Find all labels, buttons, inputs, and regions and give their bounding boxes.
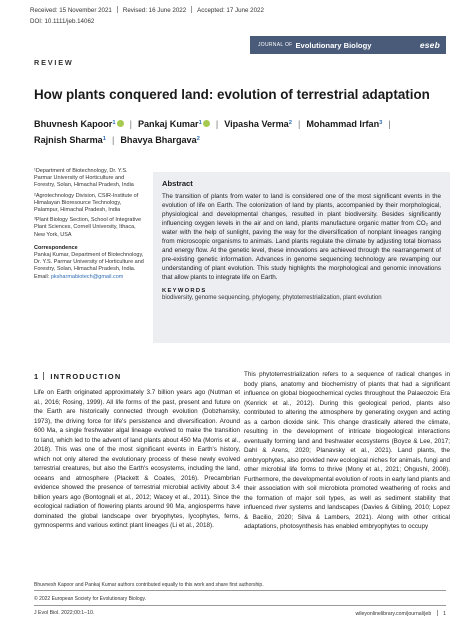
author-name[interactable]: Mohammad Irfan xyxy=(306,119,380,129)
eseb-logo: eseb xyxy=(419,40,440,50)
footer-rule xyxy=(34,605,446,606)
affiliation-sup: 3 xyxy=(379,120,383,126)
affiliation-sup: 1 xyxy=(198,120,202,126)
orcid-icon[interactable] xyxy=(117,120,124,127)
keywords-list: biodiversity, genome sequencing, phylogeny, phytoterrestrialization, plant evolution xyxy=(162,294,382,301)
affiliation-sup: 1 xyxy=(102,136,106,142)
orcid-icon[interactable] xyxy=(203,120,210,127)
affiliation-sup: 1 xyxy=(112,120,116,126)
article-type: REVIEW xyxy=(34,58,74,67)
section-heading-introduction xyxy=(34,372,121,381)
page-number: 1 xyxy=(443,611,446,617)
author-divider: | xyxy=(388,119,391,129)
email-label: Email: xyxy=(34,273,50,280)
revised-date: Revised: 16 June 2022 xyxy=(122,7,187,14)
author-divider: | xyxy=(297,119,301,129)
affiliation-sup: 2 xyxy=(288,120,292,126)
author-name[interactable]: Rajnish Sharma xyxy=(34,135,103,145)
correspondence-heading: Correspondence xyxy=(34,244,78,251)
section-divider xyxy=(39,372,44,380)
footnote-rule xyxy=(34,590,446,591)
affiliation-sup: 2 xyxy=(196,136,200,142)
author-divider: | xyxy=(129,119,132,129)
author-name[interactable]: Vipasha Verma xyxy=(224,119,289,129)
abstract-heading: Abstract xyxy=(162,179,193,188)
author-divider: | xyxy=(215,119,219,129)
journal-prefix: JOURNAL OF xyxy=(258,42,293,48)
author-line-2 xyxy=(34,135,454,145)
footer-divider xyxy=(437,610,438,616)
footnote-equal-contribution: Bhuvnesh Kapoor and Pankaj Kumar authors contributed equally to this work and share first authorship. xyxy=(34,582,264,588)
intro-right-column: This phytoterrestrialization refers to a sequence of radical changes in body plans, anatomy and biochemistry of plants that had a significant influence on global biogeochemical cycles throughout the Palaeozoic Era (Kenrick et al., 2012). During this geological period, plants also contributed to altering the atmosphere by generating oxygen and acting as a carbon dioxide sink. This change drastically altered the climate, resulting in the development of intricate biogeological interactions eventually forming land and freshwater ecosystems (Boyce & Lee, 2017; Dahl & Arens, 2020; Planavsky et al., 2021). Land plants, the embryophytes, also provided new ecological niches for animals, fungi and other microbial life forms to thrive (Mony et al., 2021; Ohgushi, 2008). Furthermore, the developmental evolution of roots in early land plants and their association with soil microbiota promoted weathering of rocks and the formation of major soil types, as well as sediment stability that influenced river systems and landscapes (Davies & Gibling, 2010; Lopez & Bacilio, 2020; Silva & Lambers, 2021). Along with other critical adaptations, photosynthesis has enabled embryophytes to occupy xyxy=(244,371,450,530)
affiliations xyxy=(34,168,144,284)
section-title: INTRODUCTION xyxy=(50,372,122,381)
correspondence-body: Pankaj Kumar, Department of Biotechnology, Dr. Y.S. Parmar University of Horticulture and Forestry, Solan, Himachal Pradesh, India. xyxy=(34,252,144,273)
footer-citation: J Evol Biol. 2022;00:1–10. xyxy=(34,610,95,616)
intro-left-column: Life on Earth originated approximately 3.7 billion years ago (Nutman et al., 2016; Rosing, 1999). All life forms of the past, present and future on the Earth are historically connected through evolution (Dobzhansky, 1973), the driving force for life's persistence and diversification. Around 600 Ma, a single freshwater algal lineage evolved to make the transition to land, which led to the advent of land plants about 450 Ma (Morris et al., 2018). This was one of the most significant events in Earth's history, which not only altered the evolutionary process of these newly evolved terrestrial creatures, but also the Earth's ecosystems, including the land, oceans and atmosphere (Plackett & Coates, 2016). Precambrian evidence showed the presence of terrestrial microbial activity about 3.4 billion years ago (Bontognali et al., 2012; Wacey et al., 2011). Since the ecological radiation of flowering plants around 90 Ma, angiosperms have dominated the global landscape over bryophytes, lycophytes, ferns, gymnosperms and various extinct plant lineages (Li et al., 2018). xyxy=(34,389,240,529)
abstract-text: The transition of plants from water to land is considered one of the most significant events in the evolution of life on Earth. The colonization of land by plants, accompanied by their morphological, physiological and developmental changes, resulted in plant biodiversity. Besides significantly influencing oxygen levels in the air and on land, plants manufacture organic matter from CO₂ and water with the help of sunlight, paving the way for the diversification of nonplant lineages ranging from microscopic organisms to animals. Land plants regulate the climate by adjusting total biomass and energy flow. At the genetic level, these innovations are achieved through the rearrangement of pre-existing genetic information. Advances in genome sequencing technology are revamping our understanding of plant evolution. This study highlights the morphological and genomic innovations that allow plants to integrate life on Earth. xyxy=(162,193,441,281)
journal-url[interactable]: wileyonlinelibrary.com/journal/jeb xyxy=(355,611,432,617)
date-divider xyxy=(117,6,118,13)
submission-dates xyxy=(30,6,264,14)
keywords-heading: KEYWORDS xyxy=(162,287,207,294)
journal-name: Evolutionary Biology xyxy=(295,40,372,50)
affiliation-item: ³Plant Biology Section, School of Integrative Plant Sciences, Cornell University, Ithaca, New York, USA xyxy=(34,217,142,238)
affiliation-item: ²Agrotechnology Division, CSIR-Institute of Himalayan Bioresource Technology, Palampur, Himachal Pradesh, India xyxy=(34,192,139,214)
author-name[interactable]: Bhavya Bhargava xyxy=(120,135,197,145)
doi[interactable]: DOI: 10.1111/jeb.14062 xyxy=(30,18,95,25)
date-divider xyxy=(191,6,192,13)
email-link[interactable]: pksharmabiotech@gmail.com xyxy=(50,273,124,280)
author-line-1 xyxy=(34,119,454,129)
journal-banner xyxy=(250,36,446,54)
author-name[interactable]: Bhuvnesh Kapoor xyxy=(34,119,113,129)
author-name[interactable]: Pankaj Kumar xyxy=(137,119,199,129)
copyright: © 2022 European Society for Evolutionary Biology. xyxy=(34,596,146,602)
article-title: How plants conquered land: evolution of terrestrial adaptation xyxy=(34,87,430,102)
author-divider: | xyxy=(111,135,115,145)
correspondence-email xyxy=(34,274,144,281)
received-date: Received: 15 November 2021 xyxy=(30,7,112,14)
footer-right xyxy=(340,610,446,617)
section-number: 1 xyxy=(34,372,40,381)
abstract-box xyxy=(153,172,450,343)
affiliation-item: ¹Department of Biotechnology, Dr. Y.S. Parmar University of Horticulture and Forestry, Solan, Himachal Pradesh, India xyxy=(34,168,134,189)
accepted-date: Accepted: 17 June 2022 xyxy=(197,7,264,14)
